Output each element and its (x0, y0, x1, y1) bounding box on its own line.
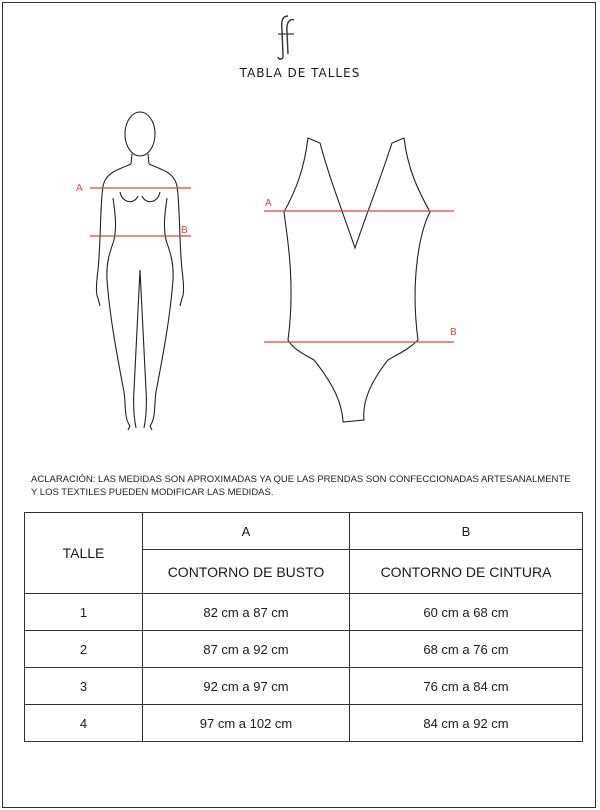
table-row (25, 705, 583, 742)
table-row (25, 631, 583, 668)
waist-cell: 76 cm a 84 cm (350, 668, 583, 705)
page-title: TABLA DE TALLES (239, 66, 361, 80)
disclaimer-note: ACLARACIÓN: LAS MEDIDAS SON APROXIMADAS YA QUE LAS PRENDAS SON CONFECCIONADAS ARTESANALMENTE Y LOS TEXTILES PUEDEN MODIFICAR LAS MEDIDAS. (31, 474, 571, 498)
col-a-letter: A (143, 513, 350, 550)
bust-cell: 82 cm a 87 cm (143, 594, 350, 631)
bodysuit-marker-b: B (450, 327, 457, 338)
table-row (25, 594, 583, 631)
bust-cell: 97 cm a 102 cm (143, 705, 350, 742)
col-b-letter: B (350, 513, 583, 550)
bodysuit-marker-a: A (265, 198, 272, 209)
waist-cell: 60 cm a 68 cm (350, 594, 583, 631)
col-b-label: CONTORNO DE CINTURA (350, 550, 583, 594)
table-row (25, 668, 583, 705)
waist-cell: 68 cm a 76 cm (350, 631, 583, 668)
size-table (24, 512, 583, 742)
figure-marker-b: B (181, 225, 188, 236)
bust-cell: 92 cm a 97 cm (143, 668, 350, 705)
waist-cell: 84 cm a 92 cm (350, 705, 583, 742)
talle-cell: 3 (25, 668, 143, 705)
body-figure (97, 112, 184, 430)
bust-cell: 87 cm a 92 cm (143, 631, 350, 668)
talle-cell: 1 (25, 594, 143, 631)
talle-cell: 2 (25, 631, 143, 668)
talle-header: TALLE (25, 513, 143, 594)
bodysuit-garment (284, 138, 430, 422)
talle-cell: 4 (25, 705, 143, 742)
col-a-label: CONTORNO DE BUSTO (143, 550, 350, 594)
figure-marker-a: A (76, 183, 83, 194)
